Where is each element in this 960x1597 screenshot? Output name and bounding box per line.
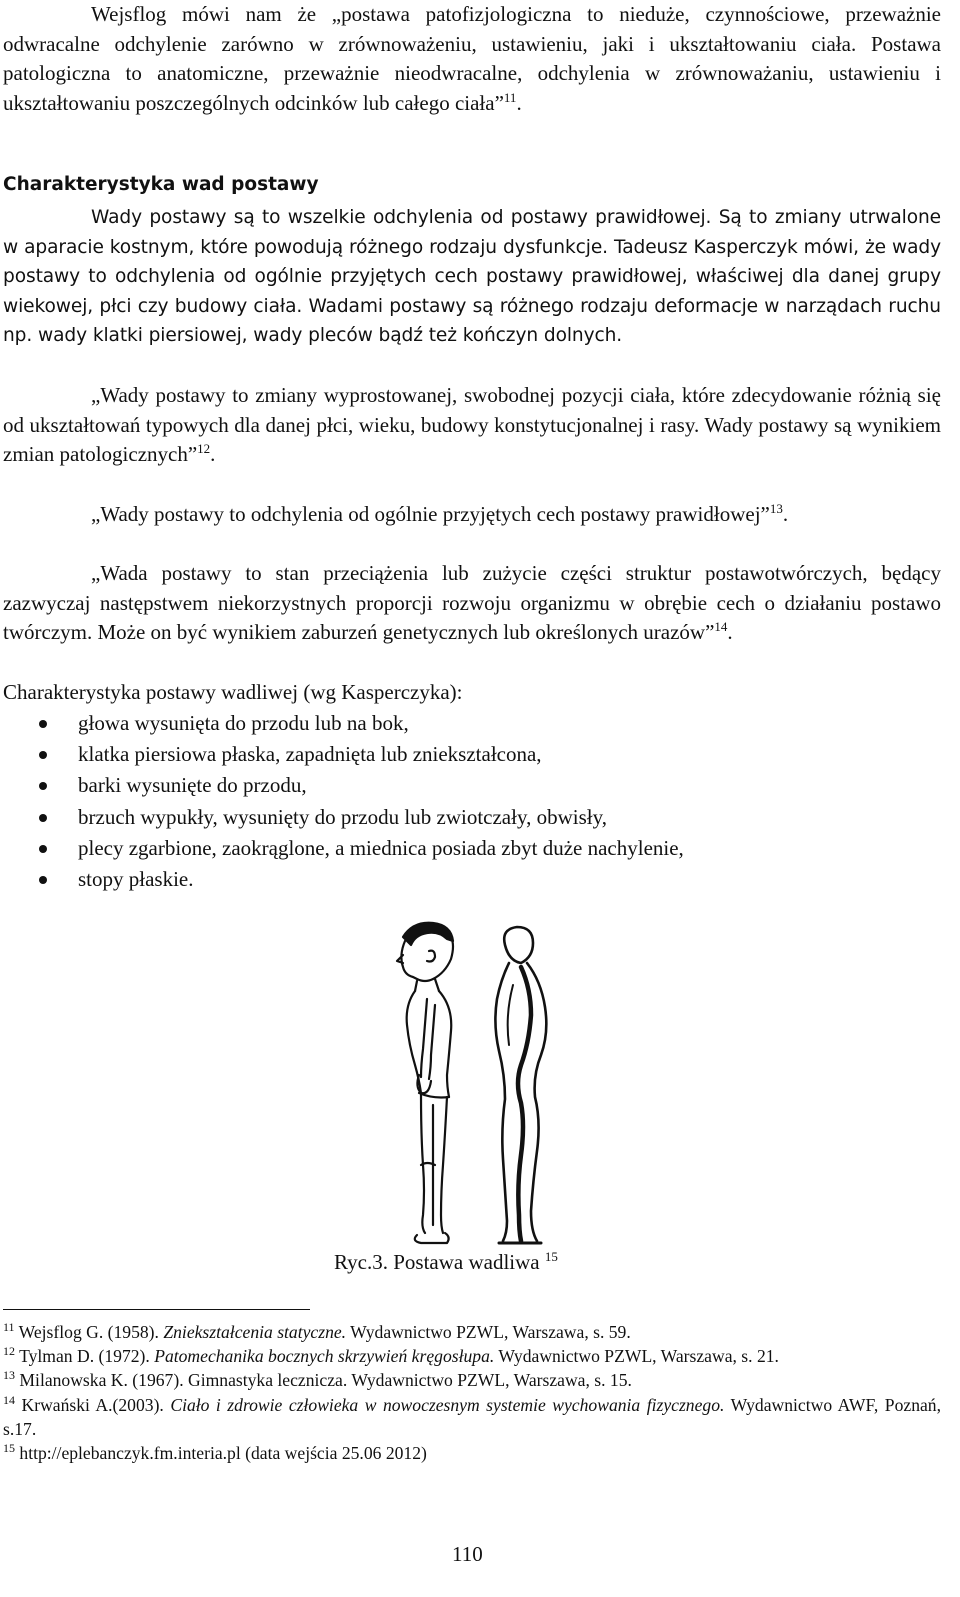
list-item-text: klatka piersiowa płaska, zapadnięta lub zniekształcona, xyxy=(78,742,542,767)
bullet-icon xyxy=(39,751,47,759)
footnote-text: Krwański A.(2003). xyxy=(21,1394,171,1415)
footnote-number: 13 xyxy=(3,1368,15,1383)
paragraph-wejsflog xyxy=(3,0,941,118)
footnotes xyxy=(3,1320,941,1465)
page-number: 110 xyxy=(452,1542,483,1566)
footnote-14 xyxy=(3,1393,941,1441)
footnote-text: Wydawnictwo PZWL, Warszawa, s. 21. xyxy=(494,1346,779,1367)
footnote-text: Milanowska K. (1967). Gimnastyka lecznicza. Wydawnictwo PZWL, Warszawa, s. 15. xyxy=(19,1370,632,1391)
footnote-text: Wydawnictwo PZWL, Warszawa, s. 59. xyxy=(346,1322,631,1342)
footnote-number: 11 xyxy=(3,1320,15,1334)
footnote-title: Ciało i zdrowie człowieka w nowoczesnym systemie wychowania fizycznego. xyxy=(170,1394,725,1415)
list-item-text: barki wysunięte do przodu, xyxy=(78,773,307,798)
list-item-text: brzuch wypukły, wysunięty do przodu lub zwiotczały, obwisły, xyxy=(78,804,607,829)
footnote-text: Wydawnictwo AWF, Poznań, s.17. xyxy=(3,1394,941,1439)
footnote-number: 12 xyxy=(3,1344,15,1359)
footnote-ref: 12 xyxy=(197,441,211,457)
footnote-number: 14 xyxy=(3,1392,15,1407)
footnote-ref: 13 xyxy=(769,501,783,516)
footnote-text: Wejsflog G. (1958). xyxy=(18,1322,164,1342)
bullet-icon xyxy=(39,782,47,790)
paragraph-text: „Wady postawy to odchylenia od ogólnie przyjętych cech postawy prawidłowej” xyxy=(91,502,770,526)
list-item xyxy=(0,833,684,864)
paragraph-wady-definition: Wady postawy są to wszelkie odchylenia od postawy prawidłowej. Są to zmiany utrwalone w aparacie kostnym, które powodują różnego rodzaju dysfunkcje. Tadeusz Kasperczyk mówi, że wady postawy to odchylenia od ogólnie przyjętych cech postawy prawidłowej, właściwej dla danej grupy wiekowej, płci czy budowy ciała. Wadami postawy są różnego rodzaju deformacje w narządach ruchu np. wady klatki piersiowej, wady pleców bądź też kończyn dolnych. xyxy=(3,207,941,347)
list-item xyxy=(0,864,684,895)
posture-characteristics-list xyxy=(0,708,684,895)
paragraph-quote-1 xyxy=(3,381,941,470)
footnote-text: Tylman D. (1972). xyxy=(19,1346,155,1367)
footnote-text: http://eplebanczyk.fm.interia.pl (data wejścia 25.06 2012) xyxy=(19,1443,427,1464)
bullet-icon xyxy=(39,814,47,822)
footnote-11 xyxy=(3,1320,941,1344)
footnote-number: 15 xyxy=(3,1441,15,1456)
posture-figure-illustration xyxy=(355,915,585,1255)
footnote-title: Patomechanika bocznych skrzywień kręgosłupa. xyxy=(154,1346,495,1367)
footnote-15 xyxy=(3,1441,941,1465)
footnote-separator xyxy=(3,1309,310,1310)
footnote-13 xyxy=(3,1368,941,1392)
list-heading: Charakterystyka postawy wadliwej (wg Kasperczyka): xyxy=(3,680,463,704)
bullet-icon xyxy=(39,845,47,853)
list-item-text: stopy płaskie. xyxy=(78,866,194,891)
footnote-ref: 15 xyxy=(544,1249,558,1264)
paragraph-end: . xyxy=(210,442,216,467)
paragraph-end: . xyxy=(782,502,789,526)
footnote-ref: 14 xyxy=(714,619,728,635)
silhouette-figure xyxy=(495,927,546,1243)
paragraph-text: Wejsflog mówi nam że „postawa patofizjologiczna to nieduże, czynnościowe, przeważnie odwracalne odchylenie zarówno w zrównoważeniu, ustawieniu, jaki i ukształtowaniu ciała. Postawa patologiczna to anatomiczne, przeważnie nieodwracalne, odchylenia w zrównoważaniu, ustawieniu i ukształtowaniu poszczególnych odcinków lub całego ciała” xyxy=(3,2,941,115)
list-item xyxy=(0,802,684,833)
list-item xyxy=(0,770,684,801)
bullet-icon xyxy=(39,876,47,884)
figure-caption xyxy=(334,1250,558,1275)
paragraph-end: . xyxy=(516,90,522,115)
footnote-title: Zniekształcenia statyczne. xyxy=(163,1322,347,1342)
child-figure xyxy=(397,923,453,1243)
paragraph-quote-3 xyxy=(3,559,941,648)
footnote-ref: 11 xyxy=(503,89,517,105)
caption-text: Ryc.3. Postawa wadliwa xyxy=(334,1250,540,1274)
list-item-text: głowa wysunięta do przodu lub na bok, xyxy=(78,711,409,735)
section-heading: Charakterystyka wad postawy xyxy=(3,174,319,195)
list-item xyxy=(0,739,684,770)
list-item-text: plecy zgarbione, zaokrąglone, a miednica posiada zbyt duże nachylenie, xyxy=(78,835,684,860)
paragraph-end: . xyxy=(727,620,733,645)
paragraph-quote-2 xyxy=(3,500,941,530)
bullet-icon xyxy=(39,720,47,728)
footnote-12 xyxy=(3,1344,941,1368)
paragraph-text: „Wada postawy to stan przeciążenia lub zużycie części struktur postawotwórczych, będący zazwyczaj następstwem niekorzystnych proporcji rozwoju organizmu w obrębie cech o działaniu postawo twórczym. Może on być wynikiem zaburzeń genetycznych lub określonych urazów” xyxy=(3,561,941,645)
paragraph-text: „Wady postawy to zmiany wyprostowanej, swobodnej pozycji ciała, które zdecydowanie różnią się od ukształtowań typowych dla danej płci, wieku, budowy konstytucjonalnej i rasy. Wady postawy są wynikiem zmian patologicznych” xyxy=(3,383,941,467)
list-item xyxy=(0,708,684,739)
